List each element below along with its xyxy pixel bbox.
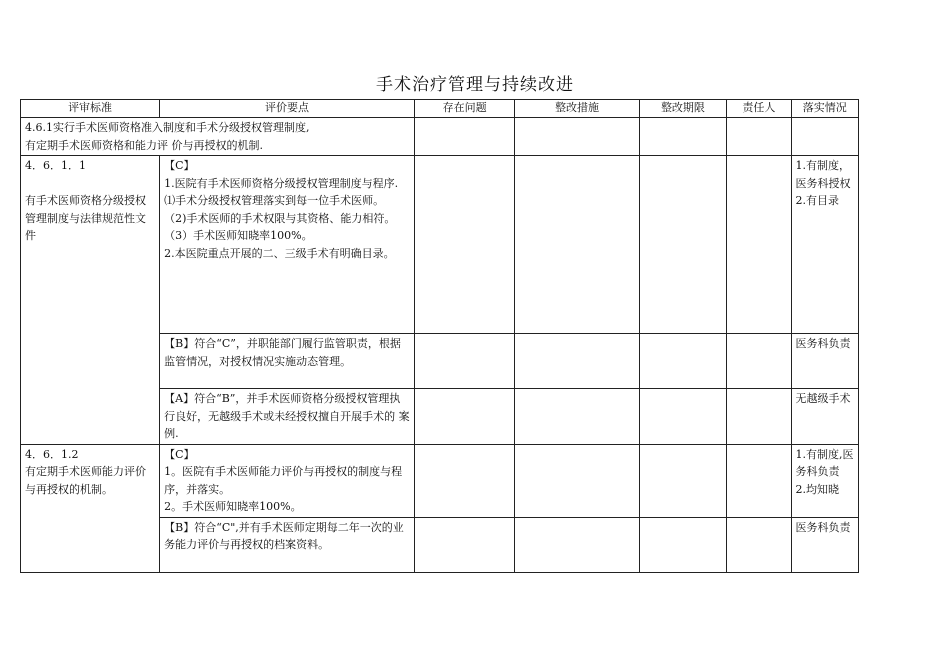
standard-4-6-1-2: 4．6．1.2 有定期手术医师能力评价与再授权的机制。 [25, 447, 146, 496]
cell-empty [639, 444, 727, 517]
cell-empty [515, 389, 639, 445]
cell-empty [727, 334, 791, 389]
cell-empty [727, 389, 791, 445]
grade-c-points-2: 【C】 1。医院有手术医师能力评价与再授权的制度与程序，并落实。 2。手术医师知晓率100%。 [164, 447, 403, 513]
header-key-points: 评价要点 [160, 100, 415, 118]
table-row [21, 156, 859, 334]
section-text: 4.6.1实行手术医师资格准入制度和手术分级授权管理制度, 有定期手术医师资格和能力评 价与再授权的机制. [25, 121, 310, 152]
header-status: 落实情况 [791, 100, 858, 118]
review-table [20, 99, 859, 573]
cell-empty [639, 334, 727, 389]
cell-empty [639, 389, 727, 445]
cell-empty [515, 517, 639, 572]
cell-empty [414, 389, 515, 445]
section-row [21, 118, 859, 156]
cell-empty [414, 444, 515, 517]
header-owner: 责任人 [727, 100, 791, 118]
header-standard: 评审标准 [21, 100, 160, 118]
grade-b-points-2: 【B】符合“C",并有手术医师定期每二年一次的业务能力评价与再授权的档案资料。 [164, 520, 404, 551]
cell-empty [727, 444, 791, 517]
grade-c-points: 【C】 1.医院有手术医师资格分级授权管理制度与程序. ⑴手术分级授权管理落实到每一位手术医师。 （2)手术医师的手术权限与其资格、能力相符。 （3）手术医师知晓率100%。 2.本医院重点开展的二、三级手术有明确目录。 [164, 159, 399, 260]
grade-b-points: 【B】符合“C”，并职能部门履行监管职责，根据监管情况，对授权情况实施动态管理。 [164, 337, 401, 368]
cell-empty [727, 118, 791, 156]
status-a: 无越级手术 [795, 392, 851, 405]
cell-empty [414, 517, 515, 572]
standard-4-6-1-1: 4．6．1．1 有手术医师资格分级授权管理制度与法律规范性文件 [25, 159, 146, 242]
header-problems: 存在问题 [414, 100, 515, 118]
cell-empty [791, 118, 858, 156]
cell-empty [639, 118, 727, 156]
cell-empty [727, 156, 791, 334]
cell-empty [639, 517, 727, 572]
cell-empty [515, 118, 639, 156]
status-c: 1.有制度，医务科授权 2.有目录 [795, 159, 851, 207]
status-c-2: 1.有制度,医务科负责 2.均知晓 [795, 447, 854, 496]
header-deadline: 整改期限 [639, 100, 727, 118]
cell-empty [639, 156, 727, 334]
cell-empty [515, 156, 639, 334]
grade-a-points: 【A】符合“B”，并手术医师资格分级授权管理执行良好，无越级手术或未经授权擅自开展手术的 案例. [164, 392, 410, 440]
cell-empty [414, 334, 515, 389]
status-b: 医务科负责 [795, 337, 851, 350]
document-title: 手术治疗管理与持续改进 [376, 75, 574, 95]
cell-empty [515, 334, 639, 389]
cell-empty [414, 156, 515, 334]
table-row [21, 444, 859, 517]
header-row [21, 100, 859, 118]
cell-empty [727, 517, 791, 572]
header-measures: 整改措施 [515, 100, 639, 118]
status-b-2: 医务科负责 [795, 520, 851, 534]
cell-empty [515, 444, 639, 517]
cell-empty [414, 118, 515, 156]
